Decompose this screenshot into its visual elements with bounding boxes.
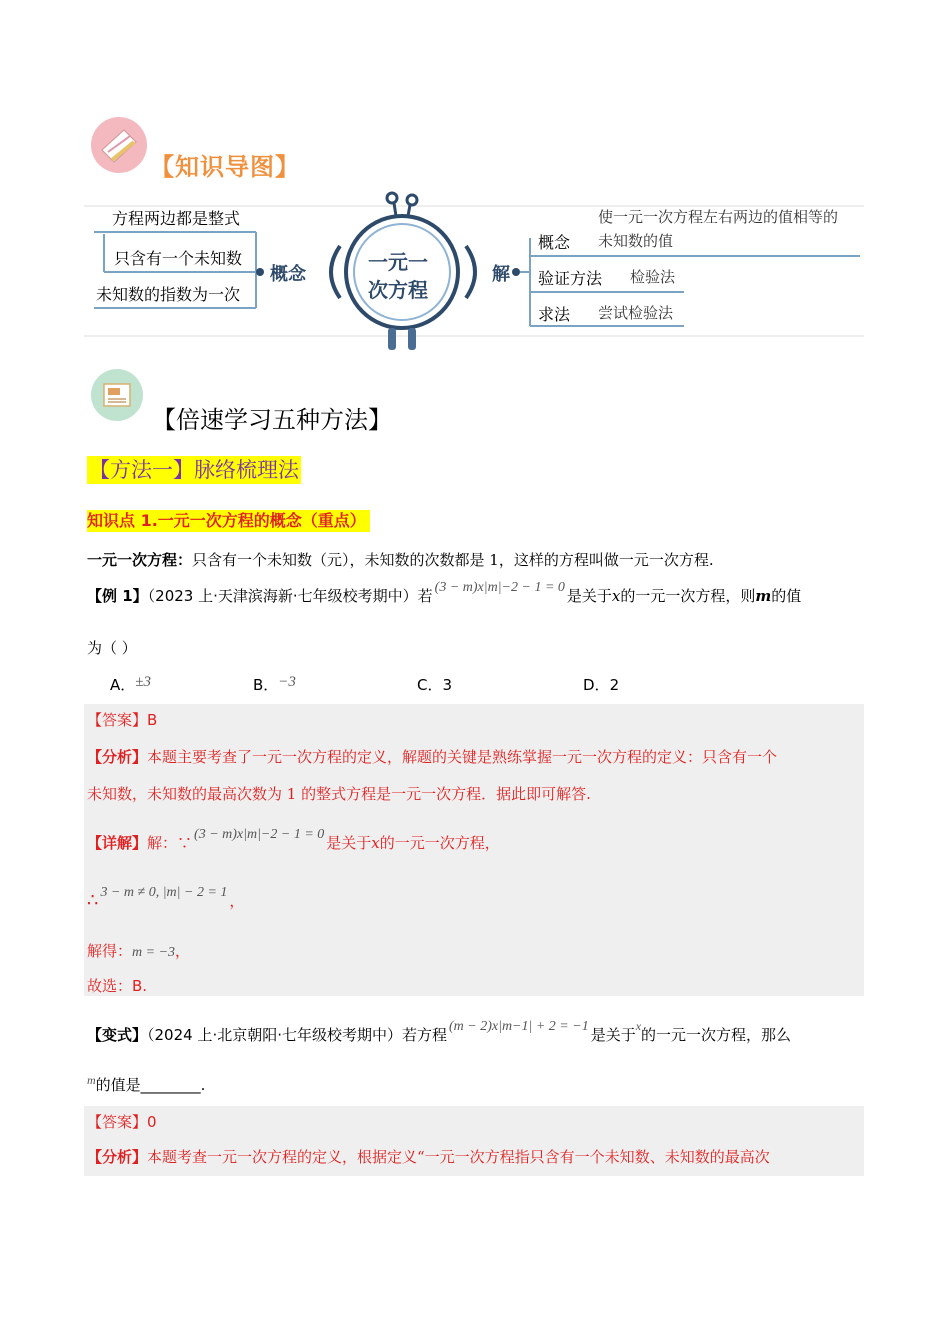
variant-answer-label: 【答案】 (87, 1113, 148, 1131)
knowledge-point-heading: 知识点 1.一元一次方程的概念（重点） (87, 510, 370, 532)
solve-end: ， (175, 942, 191, 960)
knowledge-map-icon (90, 116, 148, 174)
section-heading: 【倍速学习五种方法】 (152, 406, 392, 434)
option-d-value: 2 (609, 676, 620, 694)
knowledge-map-heading: 【知识导图】 (150, 153, 300, 181)
variant-answer-value: 0 (147, 1113, 157, 1131)
variant-blank-text: 的值是________. (95, 1076, 206, 1094)
example1-option-b (253, 674, 296, 695)
definition-line (87, 549, 714, 570)
mind-map (84, 186, 864, 358)
mind-map-right-key-3: 求法 (538, 305, 571, 324)
option-a-value: ±3 (135, 674, 151, 690)
detail-text-2: 是关于 (326, 834, 372, 852)
example1-text-c: 的值 (771, 587, 802, 605)
analysis-text-1: 本题主要考查了一元一次方程的定义，解题的关键是熟练掌握一元一次方程的定义：只含有一个 (147, 748, 778, 766)
example1-analysis-line2: 未知数，未知数的最高次数为 1 的整式方程是一元一次方程．据此即可解答. (87, 785, 591, 803)
example1-detail-line (87, 827, 500, 853)
detail-var-x: x (371, 834, 380, 852)
example1-solve-line (87, 940, 190, 961)
example1-option-a (110, 674, 151, 695)
variant-source: （2024 上·北京朝阳·七年级校考期中）若方程 (147, 1026, 447, 1044)
condition-comma: ， (229, 892, 245, 910)
example1-answer-line (87, 709, 157, 730)
method-heading: 【方法一】脉络梳理法 (89, 458, 299, 482)
variant-analysis-line1 (87, 1146, 770, 1167)
variant-question-line1 (87, 1019, 792, 1045)
example1-analysis-line1 (87, 746, 777, 767)
definition-text: 只含有一个未知数（元），未知数的次数都是 1，这样的方程叫做一元一次方程. (192, 551, 714, 569)
definition-term: 一元一次方程： (87, 551, 193, 569)
mind-map-right-value-1a: 使一元一次方程左右两边的值相等的 (598, 208, 839, 226)
mind-map-left-item-1: 方程两边都是整式 (112, 209, 241, 228)
mind-map-right-key-2: 验证方法 (538, 269, 603, 288)
mind-map-left-item-3: 未知数的指数为一次 (96, 285, 241, 304)
analysis-label: 【分析】 (87, 748, 148, 766)
example1-condition-line (87, 880, 245, 911)
mind-map-left-item-2: 只含有一个未知数 (114, 249, 243, 268)
detail-equation: (3 − m)x|m|−2 − 1 = 0 (194, 827, 325, 842)
mind-map-center-title-1: 一元一 (368, 250, 428, 274)
mind-map-left-label: 概念 (270, 264, 306, 285)
mind-map-right-value-2: 检验法 (630, 268, 676, 286)
option-d-letter: D． (583, 676, 610, 694)
example1-text-a: 是关于 (566, 587, 612, 605)
example1-question-line2: 为（ ） (87, 639, 137, 657)
therefore-symbol: ∴ (87, 890, 99, 911)
variant-text-a: 是关于 (590, 1026, 636, 1044)
variant-question-line2 (87, 1074, 205, 1095)
option-c-letter: C． (417, 676, 443, 694)
detail-text-1: 解：∵ (147, 834, 193, 852)
variant-label: 【变式】 (87, 1026, 148, 1044)
variant-answer-line (87, 1111, 157, 1132)
solve-label: 解得： (87, 942, 133, 960)
condition-equation: 3 − m ≠ 0, |m| − 2 = 1 (100, 885, 228, 900)
example1-option-d (583, 674, 619, 695)
variant-analysis-text: 本题考查一元一次方程的定义，根据定义“一元一次方程指只含有一个未知数、未知数的最高次 (147, 1148, 770, 1166)
detail-label: 【详解】 (87, 834, 148, 852)
example1-label: 【例 1】 (87, 587, 148, 605)
variant-var-m: m (87, 1073, 96, 1087)
variant-equation: (m − 2)x|m−1| + 2 = −1 (449, 1019, 589, 1034)
example1-equation: (3 − m)x|m|−2 − 1 = 0 (434, 580, 565, 595)
answer-value: B (147, 711, 158, 729)
variant-analysis-label: 【分析】 (87, 1148, 148, 1166)
example1-source: （2023 上·天津滨海新·七年级校考期中）若 (147, 587, 433, 605)
answer-label: 【答案】 (87, 711, 148, 729)
option-b-value: −3 (278, 674, 296, 690)
variant-var-x: x (635, 1019, 642, 1033)
mind-map-right-value-1b: 未知数的值 (598, 232, 674, 250)
solve-equation: m = −3 (132, 945, 176, 960)
example1-choose-line: 故选：B. (87, 977, 148, 995)
option-a-letter: A． (110, 676, 136, 694)
mind-map-right-key-1: 概念 (538, 233, 571, 252)
mind-map-center-title-2: 次方程 (368, 278, 428, 302)
example1-question-line1 (87, 580, 802, 606)
section-icon (90, 368, 144, 422)
example1-text-b: 的一元一次方程，则 (620, 587, 756, 605)
mind-map-right-value-3: 尝试检验法 (598, 304, 674, 322)
example1-option-c (417, 674, 452, 695)
option-c-value: 3 (442, 676, 453, 694)
mind-map-right-label: 解 (492, 264, 510, 285)
example1-var-m: m (755, 587, 772, 605)
example1-var-x: x (611, 587, 621, 605)
option-b-letter: B． (253, 676, 279, 694)
detail-text-3: 的一元一次方程， (379, 834, 500, 852)
variant-text-b: 的一元一次方程，那么 (641, 1026, 792, 1044)
